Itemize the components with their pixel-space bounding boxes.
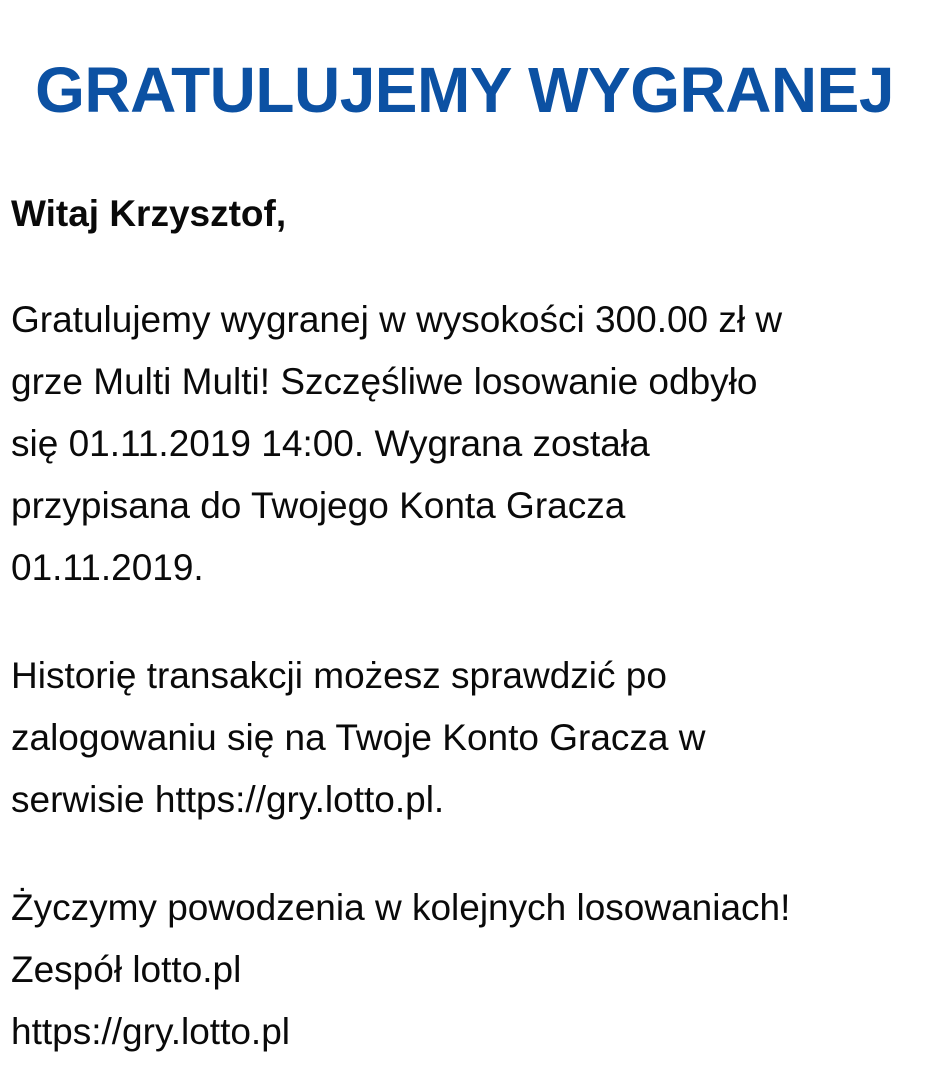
paragraph-line: zalogowaniu się na Twoje Konto Gracza w: [11, 717, 706, 758]
paragraph-line: Gratulujemy wygranej w wysokości 300.00 zł w: [11, 299, 783, 340]
closing-paragraph: [11, 877, 790, 1063]
paragraph-line: 01.11.2019.: [11, 547, 204, 588]
signature-url: https://gry.lotto.pl: [11, 1011, 290, 1052]
paragraph-line: się 01.11.2019 14:00. Wygrana została: [11, 423, 650, 464]
signature-team: Zespół lotto.pl: [11, 949, 242, 990]
win-details-paragraph: [11, 289, 782, 599]
greeting: Witaj Krzysztof,: [11, 193, 287, 234]
paragraph-line: serwisie https://gry.lotto.pl.: [11, 779, 445, 820]
closing-wish: Życzymy powodzenia w kolejnych losowaniach!: [11, 887, 791, 928]
email-title: GRATULUJEMY WYGRANEJ: [35, 54, 894, 126]
history-paragraph: [11, 645, 706, 831]
paragraph-line: Historię transakcji możesz sprawdzić po: [11, 655, 667, 696]
paragraph-line: przypisana do Twojego Konta Gracza: [11, 485, 626, 526]
paragraph-line: grze Multi Multi! Szczęśliwe losowanie odbyło: [11, 361, 758, 402]
